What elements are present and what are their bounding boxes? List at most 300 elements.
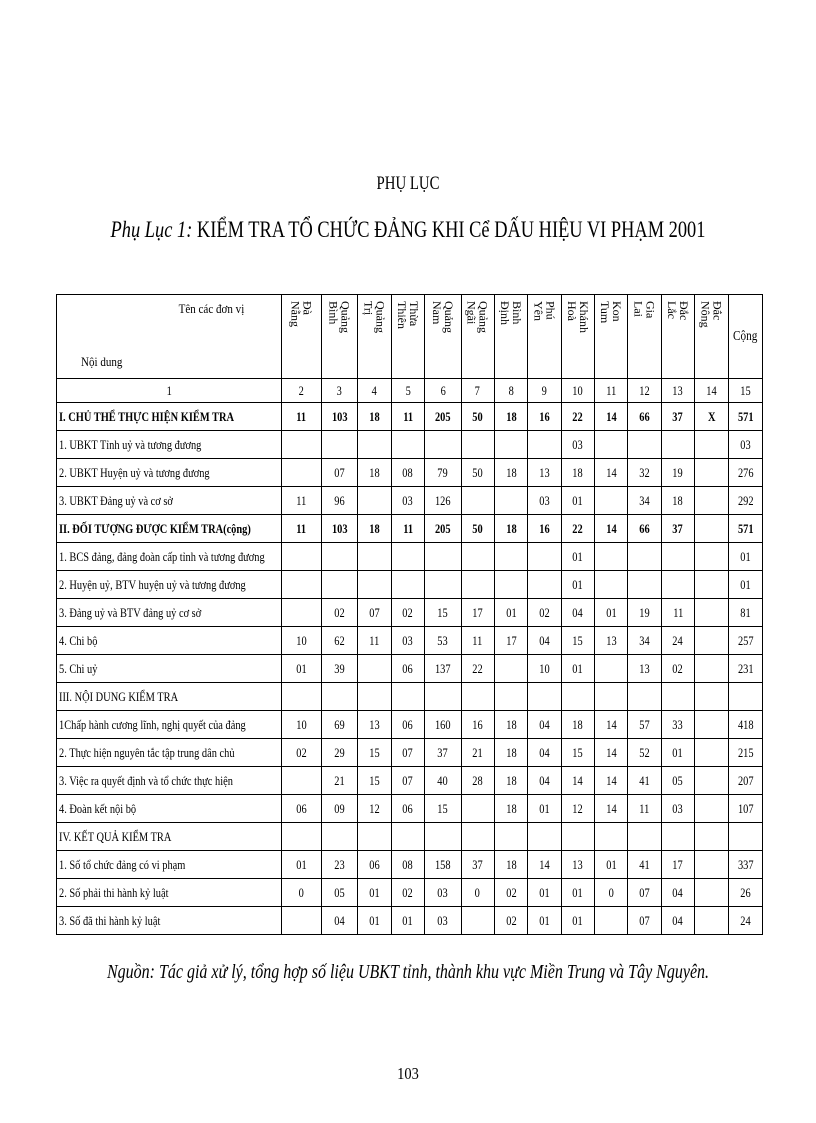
table-row: [57, 823, 763, 851]
value-cell: [528, 627, 561, 655]
cell-value: 50: [472, 409, 483, 424]
column-number-label: 12: [639, 383, 650, 398]
cell-value: 03: [672, 801, 684, 816]
value-cell: [661, 655, 694, 683]
inspection-table: [56, 294, 763, 935]
table-row: [57, 767, 763, 795]
row-label-cell: [57, 543, 282, 571]
cell-value: 01: [572, 577, 584, 592]
value-cell: [494, 571, 527, 599]
value-cell: [628, 907, 661, 935]
cell-value: 03: [402, 493, 414, 508]
value-cell: [494, 515, 527, 543]
value-cell: [391, 515, 424, 543]
cell-value: 103: [331, 521, 348, 536]
cell-value: 04: [572, 605, 584, 620]
cell-value: 05: [334, 885, 345, 900]
value-cell: [528, 487, 561, 515]
value-cell: [321, 767, 357, 795]
row-label: 2. Số phải thi hành kỷ luật: [59, 885, 169, 900]
value-cell: [321, 571, 357, 599]
value-cell: [494, 879, 527, 907]
column-header-label: Quảng Bình: [326, 300, 353, 333]
value-cell: [281, 571, 321, 599]
value-cell: [494, 431, 527, 459]
value-cell: [281, 739, 321, 767]
cell-value: 18: [505, 465, 517, 480]
cell-value: 15: [369, 773, 380, 788]
value-cell: [358, 823, 391, 851]
column-header-label: Đắc Nông: [698, 300, 725, 328]
value-cell: [595, 907, 628, 935]
value-cell: [358, 431, 391, 459]
value-cell: [321, 683, 357, 711]
value-cell: [391, 795, 424, 823]
value-cell: [628, 459, 661, 487]
cell-value: 03: [740, 437, 751, 452]
column-header-label: Gia Lai: [631, 300, 658, 318]
cell-value: 50: [472, 465, 483, 480]
value-cell: [391, 907, 424, 935]
value-cell: [391, 487, 424, 515]
value-cell: [281, 515, 321, 543]
cell-value: 28: [472, 773, 483, 788]
column-header: [358, 295, 391, 379]
row-label-cell: [57, 795, 282, 823]
column-number: [661, 379, 694, 403]
value-cell: [494, 767, 527, 795]
value-cell: [358, 543, 391, 571]
cell-value: 02: [334, 605, 345, 620]
cell-value: 14: [606, 465, 617, 480]
value-cell: [391, 823, 424, 851]
cell-value: 03: [402, 633, 414, 648]
value-cell: [661, 599, 694, 627]
row-label-cell: [57, 515, 282, 543]
cell-value: 160: [435, 717, 451, 732]
value-cell: [391, 655, 424, 683]
cell-value: 37: [437, 745, 449, 760]
column-number: [425, 379, 461, 403]
cell-value: 37: [672, 521, 684, 536]
value-cell: [281, 599, 321, 627]
value-cell: [595, 683, 628, 711]
value-cell: [728, 739, 762, 767]
cell-value: 01: [572, 549, 584, 564]
value-cell: [494, 627, 527, 655]
value-cell: [281, 711, 321, 739]
value-cell: [695, 459, 728, 487]
cell-value: 53: [437, 633, 449, 648]
row-label-cell: [57, 571, 282, 599]
value-cell: [321, 543, 357, 571]
value-cell: [281, 543, 321, 571]
column-header: [494, 295, 527, 379]
column-header-label: Quảng Ngãi: [464, 300, 491, 333]
cell-value: 03: [539, 493, 550, 508]
value-cell: [595, 571, 628, 599]
cell-value: 22: [472, 661, 483, 676]
cell-value: 13: [606, 633, 617, 648]
value-cell: [425, 907, 461, 935]
cell-value: 14: [572, 773, 584, 788]
row-label-cell: [57, 823, 282, 851]
value-cell: [494, 599, 527, 627]
column-header-label: Cộng: [733, 329, 758, 344]
cell-value: 37: [472, 857, 483, 872]
row-label: I. CHỦ THỂ THỰC HIỆN KIỂM TRA: [59, 409, 235, 424]
value-cell: [358, 627, 391, 655]
value-cell: [358, 403, 391, 431]
title-prefix: Phụ Lục 1:: [110, 217, 193, 242]
value-cell: [728, 487, 762, 515]
value-cell: [425, 515, 461, 543]
column-number: [728, 379, 762, 403]
value-cell: [281, 907, 321, 935]
cell-value: 33: [672, 717, 684, 732]
value-cell: [728, 767, 762, 795]
row-label-cell: [57, 403, 282, 431]
value-cell: [595, 739, 628, 767]
value-cell: [358, 487, 391, 515]
cell-value: 18: [572, 465, 584, 480]
cell-value: 04: [539, 745, 550, 760]
value-cell: [358, 683, 391, 711]
value-cell: [661, 907, 694, 935]
column-header-label: Bình Định: [498, 300, 525, 325]
value-cell: [425, 683, 461, 711]
cell-value: 14: [606, 801, 617, 816]
cell-value: 26: [740, 885, 751, 900]
cell-value: 14: [606, 521, 617, 536]
value-cell: [425, 767, 461, 795]
column-number-label: 6: [440, 383, 446, 398]
row-label: III. NỘI DUNG KIỂM TRA: [59, 689, 179, 704]
column-number-label: 1: [166, 383, 172, 398]
column-number-label: 4: [371, 383, 378, 398]
cell-value: 34: [639, 493, 650, 508]
value-cell: [321, 879, 357, 907]
cell-value: 03: [437, 885, 449, 900]
cell-value: 571: [737, 409, 754, 424]
value-cell: [695, 683, 728, 711]
cell-value: 12: [572, 801, 584, 816]
value-cell: [595, 403, 628, 431]
column-number-label: 8: [508, 383, 514, 398]
cell-value: 50: [472, 521, 483, 536]
value-cell: [628, 823, 661, 851]
cell-value: 10: [539, 661, 550, 676]
value-cell: [358, 907, 391, 935]
value-cell: [391, 403, 424, 431]
cell-value: 10: [296, 633, 307, 648]
value-cell: [595, 515, 628, 543]
value-cell: [728, 823, 762, 851]
value-cell: [391, 627, 424, 655]
value-cell: [281, 655, 321, 683]
cell-value: 103: [331, 409, 348, 424]
title-main: KIỂM TRA TỔ CHỨC ĐẢNG KHI Cể DẤU HIỆU VI PHẠM 2001: [192, 217, 706, 242]
cell-value: 07: [334, 465, 345, 480]
value-cell: [628, 515, 661, 543]
value-cell: [561, 515, 594, 543]
cell-value: 13: [539, 465, 550, 480]
column-number: [358, 379, 391, 403]
value-cell: [461, 655, 494, 683]
cell-value: 04: [672, 913, 684, 928]
cell-value: 03: [572, 437, 584, 452]
cell-value: 03: [437, 913, 449, 928]
value-cell: [628, 571, 661, 599]
cell-value: 02: [296, 745, 307, 760]
cell-value: 04: [539, 717, 550, 732]
value-cell: [628, 711, 661, 739]
value-cell: [528, 795, 561, 823]
cell-value: 39: [334, 661, 345, 676]
value-cell: [358, 571, 391, 599]
column-number: [595, 379, 628, 403]
column-header-label: Khánh Hoà: [564, 300, 591, 333]
cell-value: 17: [505, 633, 517, 648]
value-cell: [461, 851, 494, 879]
cell-value: 79: [437, 465, 449, 480]
cell-value: 62: [334, 633, 345, 648]
cell-value: 05: [672, 773, 684, 788]
column-number: [695, 379, 728, 403]
cell-value: 01: [402, 913, 414, 928]
value-cell: [391, 767, 424, 795]
row-label-cell: [57, 767, 282, 795]
value-cell: [425, 543, 461, 571]
cell-value: 01: [572, 885, 584, 900]
value-cell: [391, 739, 424, 767]
row-label-cell: [57, 431, 282, 459]
value-cell: [595, 795, 628, 823]
value-cell: [425, 459, 461, 487]
value-cell: [661, 627, 694, 655]
column-number-row: [57, 379, 763, 403]
table-row: [57, 739, 763, 767]
column-number-label: 5: [405, 383, 411, 398]
column-number-label: 13: [672, 383, 684, 398]
value-cell: [321, 627, 357, 655]
row-label: 3. UBKT Đảng uỷ và cơ sở: [59, 493, 173, 508]
value-cell: [391, 459, 424, 487]
row-label-cell: [57, 711, 282, 739]
cell-value: 14: [539, 857, 550, 872]
cell-value: 04: [539, 773, 550, 788]
cell-value: 15: [437, 605, 449, 620]
cell-value: 01: [740, 577, 751, 592]
value-cell: [561, 571, 594, 599]
value-cell: [695, 627, 728, 655]
cell-value: 41: [639, 773, 650, 788]
cell-value: 11: [369, 633, 380, 648]
value-cell: [281, 851, 321, 879]
row-label: 3. Việc ra quyết định và tổ chức thực hiện: [59, 773, 233, 788]
cell-value: 18: [672, 493, 684, 508]
value-cell: [628, 403, 661, 431]
value-cell: [695, 543, 728, 571]
value-cell: [661, 515, 694, 543]
cell-value: 22: [572, 409, 584, 424]
column-header-label: Đà Nẵng: [288, 300, 315, 327]
value-cell: [561, 655, 594, 683]
value-cell: [425, 487, 461, 515]
value-cell: [661, 795, 694, 823]
cell-value: 215: [737, 745, 754, 760]
appendix-heading: PHỤ LỤC: [376, 173, 440, 194]
cell-value: 11: [403, 409, 413, 424]
value-cell: [494, 487, 527, 515]
value-cell: [628, 655, 661, 683]
value-cell: [595, 851, 628, 879]
cell-value: 01: [606, 605, 617, 620]
column-header-label: Đắc Lắc: [664, 300, 691, 320]
value-cell: [321, 459, 357, 487]
table-row: [57, 431, 763, 459]
value-cell: [461, 571, 494, 599]
value-cell: [321, 403, 357, 431]
row-label-cell: [57, 683, 282, 711]
value-cell: [695, 767, 728, 795]
value-cell: [661, 683, 694, 711]
value-cell: [728, 571, 762, 599]
row-label: 2. UBKT Huyện uỷ và tương đương: [59, 465, 210, 480]
value-cell: [528, 403, 561, 431]
value-cell: [425, 655, 461, 683]
table-row: [57, 627, 763, 655]
column-number-label: 3: [337, 383, 343, 398]
cell-value: 21: [334, 773, 345, 788]
cell-value: 11: [296, 521, 307, 536]
table-header-row: [57, 295, 763, 379]
cell-value: 08: [402, 465, 414, 480]
cell-value: 01: [296, 857, 307, 872]
column-header: [561, 295, 594, 379]
row-label-cell: [57, 459, 282, 487]
cell-value: 81: [740, 605, 751, 620]
cell-value: 18: [369, 465, 380, 480]
value-cell: [391, 599, 424, 627]
cell-value: 07: [369, 605, 380, 620]
cell-value: X: [707, 409, 716, 424]
value-cell: [321, 515, 357, 543]
value-cell: [494, 459, 527, 487]
value-cell: [425, 851, 461, 879]
value-cell: [321, 795, 357, 823]
row-label: II. ĐỐI TƯỢNG ĐƯỢC KIỂM TRA(cộng): [59, 521, 251, 536]
cell-value: 01: [369, 885, 380, 900]
cell-value: 01: [740, 549, 751, 564]
value-cell: [595, 823, 628, 851]
cell-value: 01: [672, 745, 684, 760]
value-cell: [661, 403, 694, 431]
value-cell: [321, 907, 357, 935]
value-cell: [461, 459, 494, 487]
cell-value: 04: [539, 633, 550, 648]
cell-value: 12: [369, 801, 380, 816]
appendix-title: [82, 217, 735, 243]
column-number: [461, 379, 494, 403]
cell-value: 96: [334, 493, 345, 508]
value-cell: [425, 627, 461, 655]
table-row: [57, 655, 763, 683]
value-cell: [528, 711, 561, 739]
value-cell: [425, 403, 461, 431]
value-cell: [528, 655, 561, 683]
cell-value: 06: [402, 801, 414, 816]
cell-value: 15: [369, 745, 380, 760]
cell-value: 18: [572, 717, 584, 732]
cell-value: 18: [369, 409, 380, 424]
row-label-cell: [57, 487, 282, 515]
value-cell: [494, 683, 527, 711]
table-row: [57, 515, 763, 543]
value-cell: [561, 907, 594, 935]
value-cell: [561, 767, 594, 795]
value-cell: [561, 627, 594, 655]
value-cell: [628, 683, 661, 711]
cell-value: 41: [639, 857, 650, 872]
cell-value: 18: [505, 801, 517, 816]
value-cell: [494, 795, 527, 823]
value-cell: [661, 739, 694, 767]
value-cell: [528, 823, 561, 851]
table-row: [57, 851, 763, 879]
value-cell: [528, 907, 561, 935]
value-cell: [281, 403, 321, 431]
row-label-cell: [57, 599, 282, 627]
value-cell: [358, 599, 391, 627]
value-cell: [628, 627, 661, 655]
value-cell: [528, 571, 561, 599]
value-cell: [358, 795, 391, 823]
value-cell: [695, 403, 728, 431]
cell-value: 11: [403, 521, 413, 536]
value-cell: [425, 431, 461, 459]
value-cell: [494, 403, 527, 431]
value-cell: [281, 767, 321, 795]
value-cell: [528, 431, 561, 459]
value-cell: [358, 739, 391, 767]
value-cell: [281, 683, 321, 711]
value-cell: [728, 627, 762, 655]
cell-value: 0: [475, 885, 481, 900]
value-cell: [281, 627, 321, 655]
value-cell: [561, 431, 594, 459]
column-header: [391, 295, 424, 379]
table-body: [57, 379, 763, 935]
cell-value: 52: [639, 745, 650, 760]
value-cell: [358, 851, 391, 879]
table-row: [57, 571, 763, 599]
cell-value: 14: [606, 409, 617, 424]
value-cell: [391, 711, 424, 739]
cell-value: 01: [369, 913, 380, 928]
value-cell: [661, 487, 694, 515]
value-cell: [728, 907, 762, 935]
row-label: 4. Đoàn kết nội bộ: [59, 801, 137, 816]
cell-value: 69: [334, 717, 345, 732]
value-cell: [461, 823, 494, 851]
cell-value: 40: [437, 773, 449, 788]
cell-value: 292: [737, 493, 754, 508]
cell-value: 571: [737, 521, 754, 536]
column-number: [57, 379, 282, 403]
row-label-cell: [57, 907, 282, 935]
value-cell: [391, 543, 424, 571]
